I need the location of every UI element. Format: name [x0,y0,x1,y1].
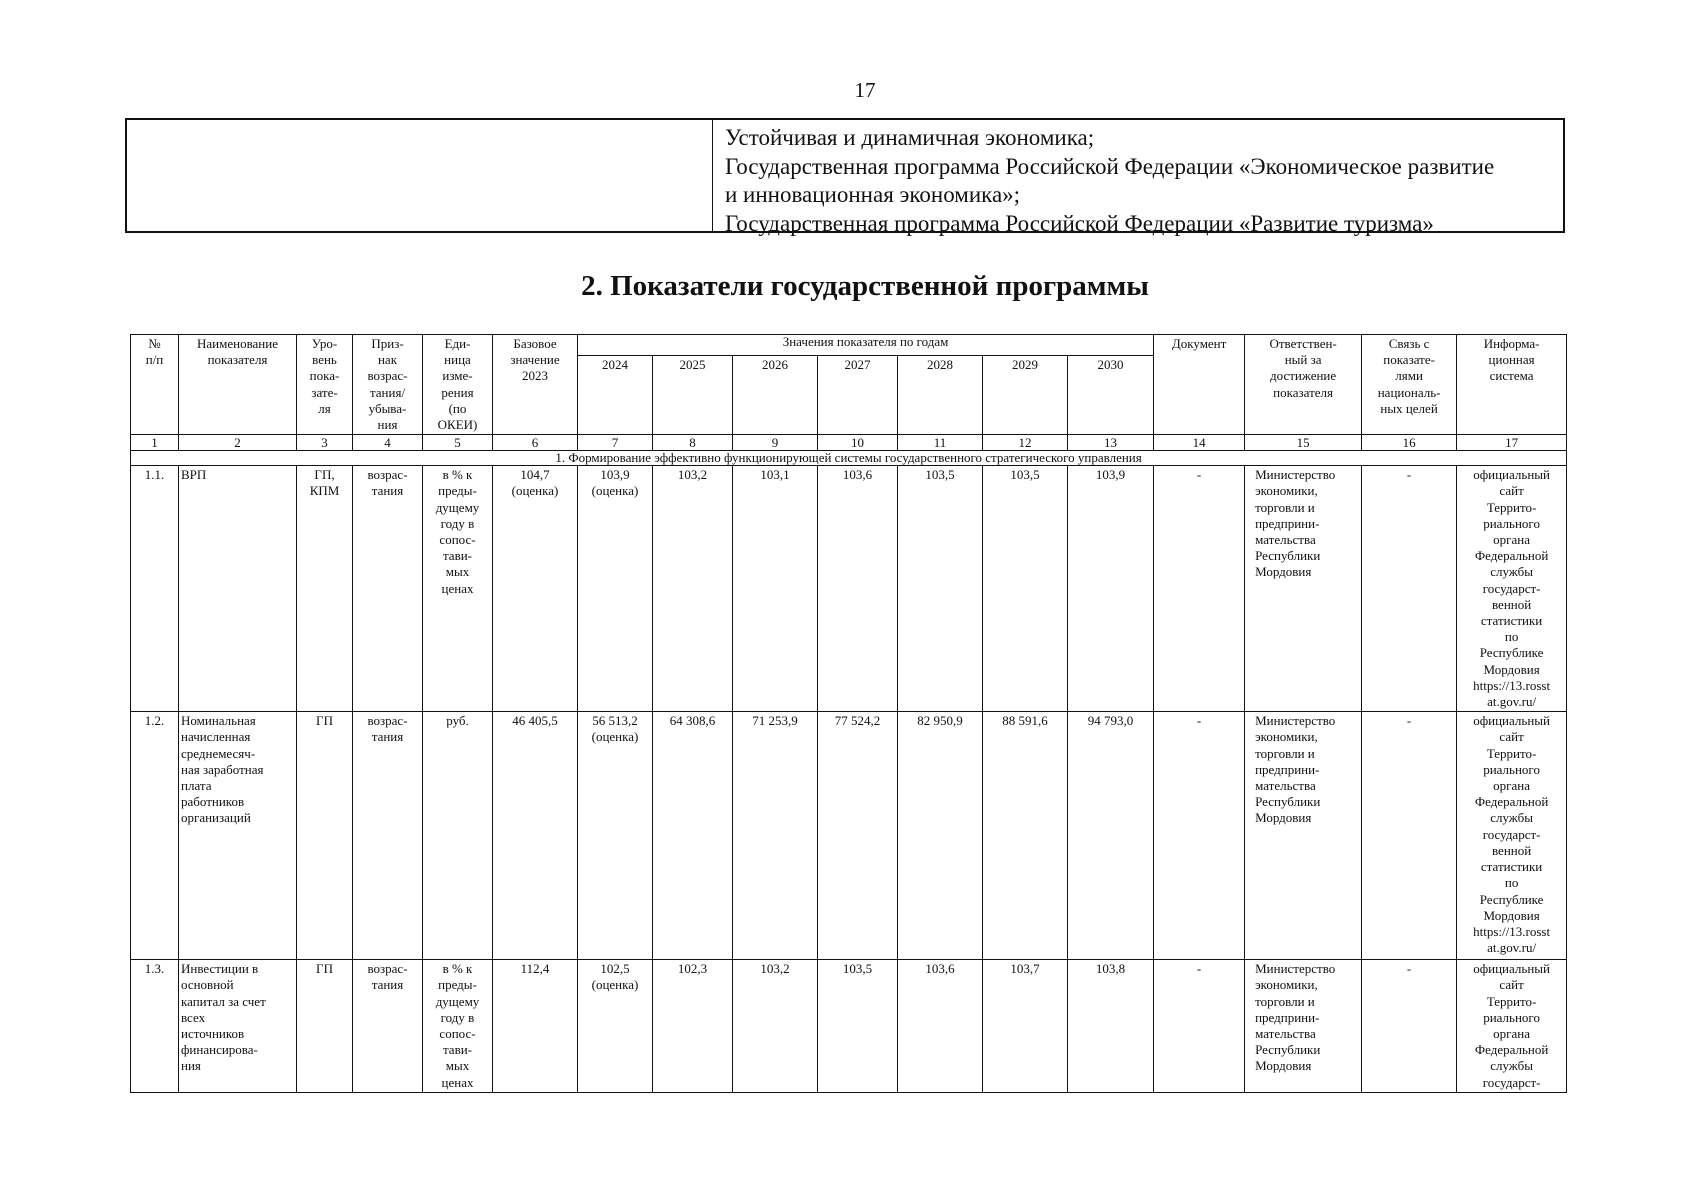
row-name-line: работников [181,794,245,810]
top-box-line: Устойчивая и динамичная экономика; [725,125,1095,150]
row-value-2026: 71 253,9 [733,712,818,960]
top-box-line: Государственная программа Российской Федерации «Развитие туризма» [725,210,1434,236]
row-responsible-line: торговли и [1255,745,1315,761]
row-name-line: ния [181,1058,201,1074]
row-info-system-line: статистики [1480,859,1543,875]
table-row [131,960,1567,1093]
row-base [493,960,578,1093]
row-responsible-line: торговли и [1255,993,1315,1009]
row-unit-line: дущему [435,993,480,1009]
row-unit-line: преды- [438,483,477,499]
row-name-line: капитал за счет [181,993,266,1009]
row-info-system-line: органа [1493,778,1531,794]
row-info-system-line: официальный [1473,961,1550,977]
row-info-system-line: Федеральной [1474,548,1549,564]
row-info-system-line: официальный [1473,467,1550,483]
header-doc [1154,335,1245,435]
row-value-2029: 103,5 [983,466,1068,712]
row-unit-line: сопос- [439,532,476,548]
row-value-2028: 103,5 [898,466,983,712]
row-sign-line: тания [371,729,404,745]
row-info-system-line: службы [1490,1058,1533,1074]
header-name [179,335,297,435]
row-link: - [1362,712,1457,960]
header-year: 2030 [1068,356,1154,435]
row-level-line: ГП [316,713,333,729]
header-num-line: № [148,336,161,351]
row-info-system [1457,712,1567,960]
header-name-line: показателя [207,352,268,368]
header-base [493,335,578,435]
row-info-system-line: Мордовия [1483,661,1540,677]
top-box-line: и инновационная экономика»; [725,182,1021,207]
header-year: 2029 [983,356,1068,435]
header-level-line: пока- [309,368,340,384]
row-info-system-line: сайт [1499,483,1524,499]
row-unit-line: тави- [442,548,473,564]
row-responsible-line: предприни- [1255,761,1320,777]
row-base-line: 104,7 [520,467,550,483]
column-number: 15 [1245,435,1362,451]
column-number: 2 [179,435,297,451]
row-info-system-line: риального [1483,1009,1540,1025]
row-unit-line: преды- [438,977,477,993]
row-info-system-line: государст- [1482,1074,1541,1090]
header-unit-line: ница [444,352,471,368]
header-level-line: вень [312,352,337,368]
row-responsible-line: Мордовия [1255,564,1312,580]
header-level-line: зате- [311,384,338,400]
row-responsible-line: предприни- [1255,515,1320,531]
row-name-line: основной [181,977,234,993]
row-sign [353,960,423,1093]
header-unit-line: рения [441,384,474,400]
row-info-system-line: государст- [1482,580,1541,596]
column-number: 16 [1362,435,1457,451]
row-value-2028: 103,6 [898,960,983,1093]
row-responsible-line: мательства [1255,532,1316,548]
row-unit-line: руб. [446,713,469,729]
header-resp-line: показателя [1273,384,1334,400]
header-link [1362,335,1457,435]
column-number: 17 [1457,435,1567,451]
row-info-system-line: по [1504,875,1519,891]
row-sign [353,712,423,960]
row-name [179,960,297,1093]
row-name-line: организаций [181,810,251,826]
row-value-2029: 103,7 [983,960,1068,1093]
row-value-2024-line: (оценка) [591,483,639,499]
column-number: 4 [353,435,423,451]
header-info [1457,335,1567,435]
row-num: 1.2. [131,712,179,960]
row-info-system-line: https://13.rosst [1473,923,1551,939]
row-name-line: Инвестиции в [181,961,259,977]
header-resp [1245,335,1362,435]
row-value-2027: 77 524,2 [818,712,898,960]
header-link-line: ных целей [1380,400,1438,416]
row-value-2029: 88 591,6 [983,712,1068,960]
row-unit [423,466,493,712]
row-level [297,960,353,1093]
row-responsible-line: Министерство [1255,961,1336,977]
row-info-system-line: Мордовия [1483,907,1540,923]
row-info-system-line: органа [1493,1026,1531,1042]
header-link-line: Связь с [1388,336,1430,351]
row-info-system-line: риального [1483,515,1540,531]
row-unit-line: дущему [435,499,480,515]
header-sign-line: ния [377,417,398,433]
row-responsible [1245,712,1362,960]
header-year: 2025 [653,356,733,435]
top-box-line: Государственная программа Российской Федерации «Экономическое развитие [725,153,1495,179]
row-info-system [1457,466,1567,712]
top-box-text [725,124,1553,238]
row-unit [423,712,493,960]
row-info-system-line: статистики [1480,613,1543,629]
row-sign-line: возрас- [367,961,408,977]
header-link-line: лями [1395,368,1423,384]
header-unit [423,335,493,435]
row-responsible-line: Министерство [1255,467,1336,483]
row-value-2025: 64 308,6 [653,712,733,960]
row-responsible-line: Мордовия [1255,810,1312,826]
row-info-system-line: Террито- [1486,745,1537,761]
row-info-system-line: венной [1491,842,1532,858]
column-number: 1 [131,435,179,451]
row-value-2024 [578,712,653,960]
row-value-2030: 103,8 [1068,960,1154,1093]
row-level-line: ГП, [314,467,335,483]
row-responsible-line: экономики, [1255,977,1318,993]
row-value-2028: 82 950,9 [898,712,983,960]
row-responsible-line: Мордовия [1255,1058,1312,1074]
row-info-system-line: венной [1491,596,1532,612]
row-sign-line: возрас- [367,467,408,483]
column-number: 3 [297,435,353,451]
row-unit-line: в % к [442,467,473,483]
row-link: - [1362,960,1457,1093]
row-level [297,712,353,960]
row-name-line: всех [181,1009,206,1025]
row-name-line: ная заработная [181,761,264,777]
row-name-line: ВРП [181,467,207,483]
header-resp-line: Ответствен- [1269,336,1337,351]
row-value-2024-line: 103,9 [600,467,630,483]
table-row [131,466,1567,712]
header-resp-line: достижение [1270,368,1337,384]
row-base [493,712,578,960]
header-year: 2028 [898,356,983,435]
header-unit-line: изме- [442,368,473,384]
row-responsible-line: экономики, [1255,483,1318,499]
row-info-system-line: Республике [1479,891,1544,907]
header-unit-line: ОКЕИ) [437,417,478,433]
column-number: 11 [898,435,983,451]
row-info-system-line: at.gov.ru/ [1487,694,1537,710]
box-divider [712,120,713,231]
row-num: 1.3. [131,960,179,1093]
column-number: 10 [818,435,898,451]
row-base-line: 46 405,5 [512,713,558,729]
header-link-line: националь- [1377,384,1441,400]
row-unit-line: тави- [442,1042,473,1058]
header-level-line: Уро- [311,336,338,351]
row-value-2025: 102,3 [653,960,733,1093]
row-base-line: 112,4 [520,961,550,977]
row-base-line: (оценка) [511,483,559,499]
row-value-2030: 103,9 [1068,466,1154,712]
column-number: 8 [653,435,733,451]
row-name-line: начисленная [181,729,251,745]
row-level [297,466,353,712]
column-number: 13 [1068,435,1154,451]
header-name-line: Наименование [197,336,278,351]
column-number: 5 [423,435,493,451]
row-info-system-line: государст- [1482,826,1541,842]
row-name-line: Номинальная [181,713,256,729]
row-value-2026: 103,2 [733,960,818,1093]
header-info-line: система [1489,368,1534,384]
header-unit-line: Еди- [444,336,471,351]
row-value-2030: 94 793,0 [1068,712,1154,960]
row-unit [423,960,493,1093]
column-number: 6 [493,435,578,451]
header-num [131,335,179,435]
row-value-2024-line: (оценка) [591,729,639,745]
header-info-line: Информа- [1483,336,1540,351]
row-info-system-line: Федеральной [1474,794,1549,810]
header-base-line: Базовое [513,336,557,351]
row-name-line: источников [181,1026,245,1042]
row-value-2024-line: 56 513,2 [592,713,638,729]
top-continuation-box [125,118,1565,236]
row-info-system [1457,960,1567,1093]
row-value-2024-line: (оценка) [591,977,639,993]
row-unit-line: мых [445,564,470,580]
row-responsible-line: Республики [1255,794,1321,810]
row-name-line: финансирова- [181,1042,258,1058]
row-responsible [1245,960,1362,1093]
row-info-system-line: органа [1493,532,1531,548]
row-info-system-line: службы [1490,810,1533,826]
row-value-2024 [578,466,653,712]
row-doc: - [1154,712,1245,960]
row-link: - [1362,466,1457,712]
indicators-table [130,334,1567,1093]
row-info-system-line: at.gov.ru/ [1487,940,1537,956]
header-year: 2027 [818,356,898,435]
row-info-system-line: сайт [1499,729,1524,745]
row-info-system-line: Террито- [1486,993,1537,1009]
row-unit-line: мых [445,1058,470,1074]
header-resp-line: ный за [1284,352,1322,368]
header-sign-line: возрас- [367,368,408,384]
row-value-2024-line: 102,5 [600,961,630,977]
header-unit-line: (по [448,400,467,416]
row-sign-line: возрас- [367,713,408,729]
header-level-line: ля [318,400,331,416]
row-unit-line: сопос- [439,1026,476,1042]
row-num: 1.1. [131,466,179,712]
row-info-system-line: Федеральной [1474,1042,1549,1058]
row-doc: - [1154,960,1245,1093]
row-sign-line: тания [371,483,404,499]
row-name [179,712,297,960]
row-info-system-line: по [1504,629,1519,645]
row-name [179,466,297,712]
row-name-line: плата [181,778,212,794]
row-unit-line: году в [440,1009,475,1025]
row-info-system-line: риального [1483,761,1540,777]
header-level [297,335,353,435]
row-info-system-line: службы [1490,564,1533,580]
row-value-2024 [578,960,653,1093]
row-responsible-line: Министерство [1255,713,1336,729]
row-value-2025: 103,2 [653,466,733,712]
header-info-line: ционная [1488,352,1535,368]
section-title: 2. Показатели государственной программы [581,270,1149,302]
column-number: 12 [983,435,1068,451]
row-value-2027: 103,6 [818,466,898,712]
row-info-system-line: https://13.rosst [1473,677,1551,693]
header-year: 2024 [578,356,653,435]
row-unit-line: в % к [442,961,473,977]
row-responsible-line: мательства [1255,778,1316,794]
header-doc-line: Документ [1171,336,1227,351]
row-base [493,466,578,712]
row-responsible [1245,466,1362,712]
header-link-line: показате- [1383,352,1435,368]
row-value-2026: 103,1 [733,466,818,712]
header-base-line: значение [510,352,560,368]
header-years-group: Значения показателя по годам [578,335,1154,356]
row-name-line: среднемесяч- [181,745,256,761]
row-responsible-line: торговли и [1255,499,1315,515]
header-sign-line: тания/ [369,384,406,400]
row-responsible-line: Республики [1255,1042,1321,1058]
page-number: 17 [854,78,876,102]
row-sign-line: тания [371,977,404,993]
row-responsible-line: предприни- [1255,1009,1320,1025]
row-info-system-line: Террито- [1486,499,1537,515]
table-row [131,712,1567,960]
row-responsible-line: мательства [1255,1026,1316,1042]
header-year: 2026 [733,356,818,435]
row-responsible-line: Республики [1255,548,1321,564]
row-info-system-line: сайт [1499,977,1524,993]
header-num-line: п/п [145,352,164,368]
header-sign [353,335,423,435]
row-sign [353,466,423,712]
row-unit-line: году в [440,515,475,531]
header-sign-line: Приз- [371,336,404,351]
column-number: 14 [1154,435,1245,451]
column-number: 9 [733,435,818,451]
row-level-line: КПМ [309,483,340,499]
row-info-system-line: официальный [1473,713,1550,729]
row-responsible-line: экономики, [1255,729,1318,745]
header-sign-line: нак [377,352,398,368]
row-level-line: ГП [316,961,333,977]
row-unit-line: ценах [441,580,474,596]
row-info-system-line: Республике [1479,645,1544,661]
table-section-title: 1. Формирование эффективно функционирующей системы государственного стратегического управления [131,451,1567,466]
column-number: 7 [578,435,653,451]
row-value-2027: 103,5 [818,960,898,1093]
row-unit-line: ценах [441,1074,474,1090]
header-sign-line: убыва- [368,400,407,416]
row-doc: - [1154,466,1245,712]
header-base-line: 2023 [522,368,548,384]
